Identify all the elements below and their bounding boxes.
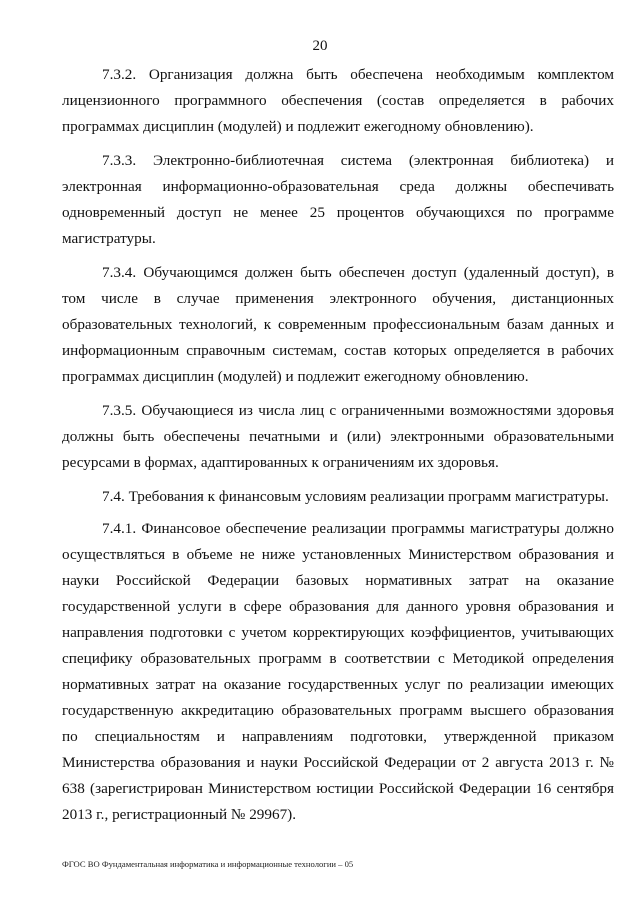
- paragraph-7-3-2: 7.3.2. Организация должна быть обеспечена необходимым комплектом лицензионного программного обеспечения (состав определяется в рабочих программах дисциплин (модулей) и подлежит ежегодному обновлению).: [62, 66, 614, 135]
- page-number: 20: [312, 38, 328, 54]
- paragraph-7-3-3: 7.3.3. Электронно-библиотечная система (электронная библиотека) и электронная информационно-образовательная среда должны обеспечивать одновременный доступ не менее 25 процентов обучающихся по программе магистратуры.: [62, 152, 614, 247]
- page-footer: ФГОС ВО Фундаментальная информатика и информационные технологии – 05: [62, 859, 354, 869]
- section-heading-7-4: 7.4. Требования к финансовым условиям реализации программ магистратуры.: [102, 488, 609, 505]
- paragraph-7-3-5: 7.3.5. Обучающиеся из числа лиц с ограниченными возможностями здоровья должны быть обеспечены печатными и (или) электронными образовательными ресурсами в формах, адаптированных к ограничениям их здоровья.: [62, 402, 614, 471]
- document-body: [62, 62, 614, 836]
- paragraph-7-4-1: 7.4.1. Финансовое обеспечение реализации программы магистратуры должно осуществляться в объеме не ниже установленных Министерством образования и науки Российской Федерации базовых нормативных затрат на оказание государственной услуги в сфере образования для данного уровня образования и направления подготовки с учетом корректирующих коэффициентов, учитывающих специфику образовательных программ в соответствии с Методикой определения нормативных затрат на оказание государственных услуг по реализации имеющих государственную аккредитацию образовательных программ высшего образования по специальностям и направлениям подготовки, утвержденной приказом Министерства образования и науки Российской Федерации от 2 августа 2013 г. № 638 (зарегистрирован Министерством юстиции Российской Федерации 16 сентября 2013 г., регистрационный № 29967).: [62, 520, 614, 823]
- paragraph-7-3-4: 7.3.4. Обучающимся должен быть обеспечен доступ (удаленный доступ), в том числе в случае применения электронного обучения, дистанционных образовательных технологий, к современным профессиональным базам данных и информационным справочным системам, состав которых определяется в рабочих программах дисциплин (модулей) и подлежит ежегодному обновлению.: [62, 264, 614, 385]
